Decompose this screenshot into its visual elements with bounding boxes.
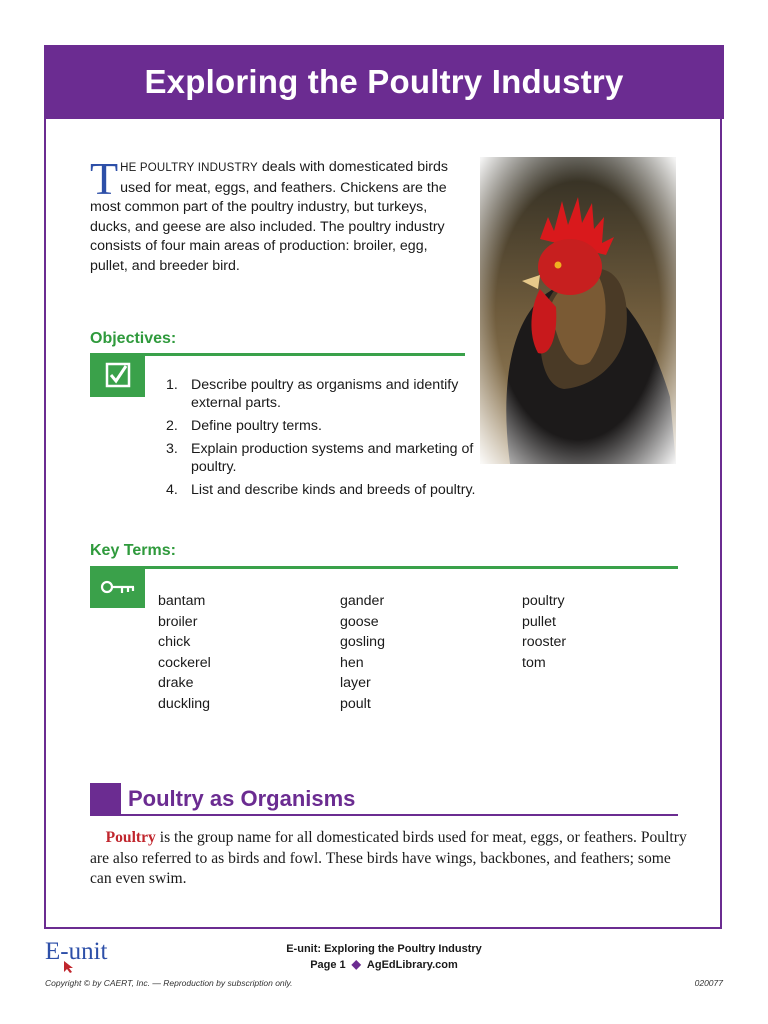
rooster-photo xyxy=(480,157,676,464)
term: drake xyxy=(158,675,194,692)
footer-page-line xyxy=(0,957,768,973)
key-icon xyxy=(100,578,136,596)
section-body xyxy=(90,828,690,890)
title-bar xyxy=(44,45,724,119)
checkbox-icon xyxy=(90,353,145,397)
term: poultry xyxy=(522,593,565,609)
section-text: is the group name for all domesticated birds used for meat, eggs, or feathers. Poultry are also referred to as birds and fowl. These birds have wings, backbones, and feathers; some can even swim. xyxy=(90,829,687,887)
objectives-list xyxy=(166,376,496,504)
objective-item: 4. List and describe kinds and breeds of poultry. xyxy=(166,482,476,498)
footer-title: E-unit: Exploring the Poultry Industry xyxy=(286,943,482,955)
term: tom xyxy=(522,654,546,671)
defined-term: Poultry xyxy=(105,829,156,846)
section-heading: Poultry as Organisms xyxy=(128,786,356,811)
objectives-rule xyxy=(145,353,465,356)
objective-item: 3. Explain production systems and marketing of poultry. xyxy=(166,441,474,475)
term: gander xyxy=(340,593,385,609)
logo-text: E-unit xyxy=(45,938,108,965)
terms-column-2 xyxy=(340,591,385,715)
intro-paragraph xyxy=(90,153,462,276)
section-rule xyxy=(90,814,678,816)
term: chick xyxy=(158,634,191,651)
check-icon xyxy=(105,362,131,388)
drop-cap: T xyxy=(90,153,119,204)
term: pullet xyxy=(522,613,556,630)
objectives-heading: Objectives: xyxy=(90,330,177,347)
term: broiler xyxy=(158,613,198,630)
term: poult xyxy=(340,695,371,712)
footer-info xyxy=(0,942,768,973)
key-box xyxy=(90,566,145,608)
copyright-notice: Copyright © by CAERT, Inc. — Reproduction by subscription only. xyxy=(45,978,293,988)
rooster-illustration xyxy=(480,157,676,464)
site-link[interactable]: AgEdLibrary.com xyxy=(366,959,458,971)
intro-text: deals with domesticated birds used for meat, eggs, and feathers. Chickens are the most common part of the poultry industry, but turkeys, ducks, and geese are also included. The poultry industry consists of four main areas of production: broiler, egg, pullet, and breeder bird. xyxy=(90,159,448,274)
term: rooster xyxy=(522,634,567,651)
objective-item: 1. Describe poultry as organisms and identify external parts. xyxy=(166,377,459,411)
intro-lead: HE POULTRY INDUSTRY xyxy=(120,162,258,174)
term: gosling xyxy=(340,634,385,651)
section-marker xyxy=(90,783,121,816)
terms-column-3 xyxy=(522,591,566,673)
term: duckling xyxy=(158,695,211,712)
key-terms-rule xyxy=(145,566,678,569)
term: hen xyxy=(340,654,364,671)
term: layer xyxy=(340,675,371,692)
document-code: 020077 xyxy=(694,978,723,988)
terms-column-1 xyxy=(158,591,211,715)
objective-item: 2. Define poultry terms. xyxy=(166,418,322,434)
term: cockerel xyxy=(158,654,211,671)
term: goose xyxy=(340,613,379,630)
page-title: Exploring the Poultry Industry xyxy=(144,63,624,100)
diamond-icon: ◆ xyxy=(351,957,361,971)
key-terms-heading: Key Terms: xyxy=(90,542,176,559)
term: bantam xyxy=(158,593,206,609)
page-number: Page 1 xyxy=(310,959,346,971)
